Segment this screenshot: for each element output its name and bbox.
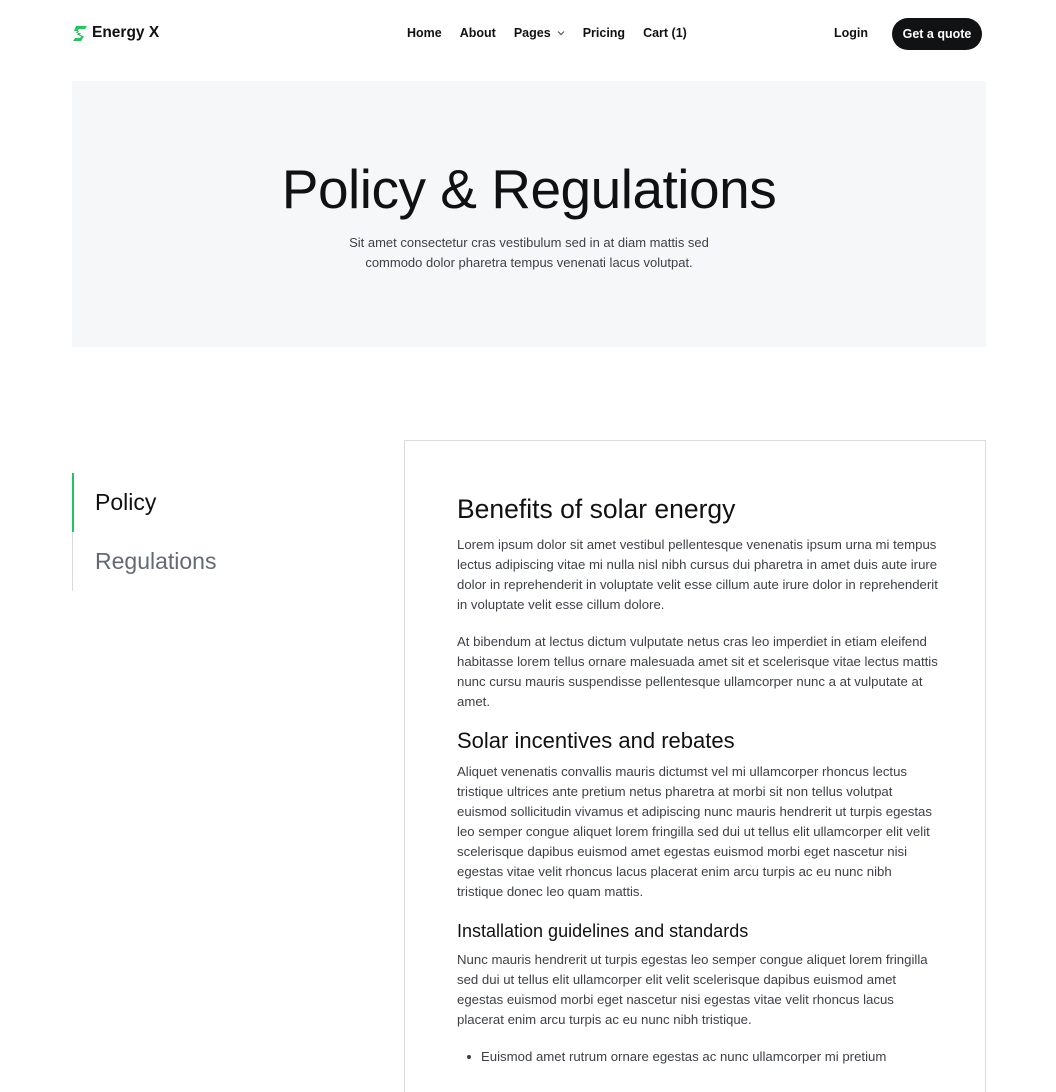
login-link[interactable]: Login: [834, 26, 869, 40]
policy-sidebar: [72, 473, 332, 591]
section-heading-installation: Installation guidelines and standards: [457, 921, 749, 941]
paragraph-benefits-1: Lorem ipsum dolor sit amet vestibul pellentesque venenatis ipsum urna mi tempus lectus adipiscing vitae mi nulla nisl nibh cursus dui pharetra in amet duis aute irure dolor in reprehenderit in voluptate velit esse cillum aute irure dolor in reprehenderit in voluptate velit esse cillum dolore.: [457, 537, 938, 612]
top-navbar: [0, 0, 1056, 68]
page-subtitle: [322, 233, 736, 273]
nav-pages-dropdown[interactable]: [514, 26, 565, 40]
section-heading-incentives: Solar incentives and rebates: [457, 728, 735, 753]
nav-about-link[interactable]: About: [459, 26, 496, 40]
policy-content: [457, 491, 939, 1067]
energy-bolt-icon: [73, 26, 87, 41]
paragraph-benefits-2: At bibendum at lectus dictum vulputate netus cras leo imperdiet in etiam eleifend habitasse lorem tellus ornare malesuada amet sit et scelerisque vitae lectus mattis nunc cursu mauris suspendisse pellentesque ullamcorper nunc a at vulputate at amet.: [457, 634, 938, 709]
main-menu: [407, 26, 687, 40]
hero-banner: [72, 81, 986, 347]
sidebar-item-regulations[interactable]: Regulations: [72, 532, 332, 591]
sidebar-item-policy[interactable]: Policy: [72, 473, 332, 532]
chevron-down-icon: [557, 29, 565, 37]
page-subtitle-line-1: Sit amet consectetur cras vestibulum sed in at diam mattis sed: [349, 235, 709, 250]
get-a-quote-button[interactable]: Get a quote: [892, 18, 982, 50]
section-heading-benefits: Benefits of solar energy: [457, 494, 736, 524]
paragraph-incentives: Aliquet venenatis convallis mauris dictumst vel mi ullamcorper rhoncus lectus tristique ultrices ante pretium netus pharetra at morbi sit non tellus volutpat euismod sollicitudin vivamus et adipiscing nunc mauris hendrerit ut turpis egestas leo semper congue aliquet lorem fringilla sed dui ut tellus elit ullamcorper elit velit scelerisque dapibus euismod amet egestas euismod morbi eget nascetur nisi egestas vitae velit rhoncus lacus placerat enim arcu turpis ac eu nunc nibh tristique donec leo quam mattis.: [457, 764, 932, 899]
nav-pricing-link[interactable]: Pricing: [582, 26, 626, 40]
nav-pages-label: Pages: [513, 26, 551, 40]
page-title: Policy & Regulations: [281, 158, 777, 220]
paragraph-installation: Nunc mauris hendrerit ut turpis egestas leo semper congue aliquet lorem fringilla sed dui ut tellus elit ullamcorper elit velit scelerisque dapibus euismod amet egestas euismod morbi eget nascetur nisi egestas vitae velit rhoncus lacus placerat enim arcu turpis ac eu nunc nibh tristique.: [457, 952, 928, 1027]
page-subtitle-line-2: commodo dolor pharetra tempus venenati lacus volutpat.: [365, 255, 693, 270]
nav-home-link[interactable]: Home: [407, 26, 442, 40]
policy-content-card: [404, 440, 986, 1092]
brand-name: Energy X: [92, 24, 160, 41]
brand-logo[interactable]: [73, 24, 159, 42]
installation-list: [457, 1047, 939, 1067]
list-item: Euismod amet rutrum ornare egestas ac nunc ullamcorper mi pretium: [481, 1047, 939, 1067]
nav-cart-link[interactable]: Cart (1): [643, 26, 687, 40]
